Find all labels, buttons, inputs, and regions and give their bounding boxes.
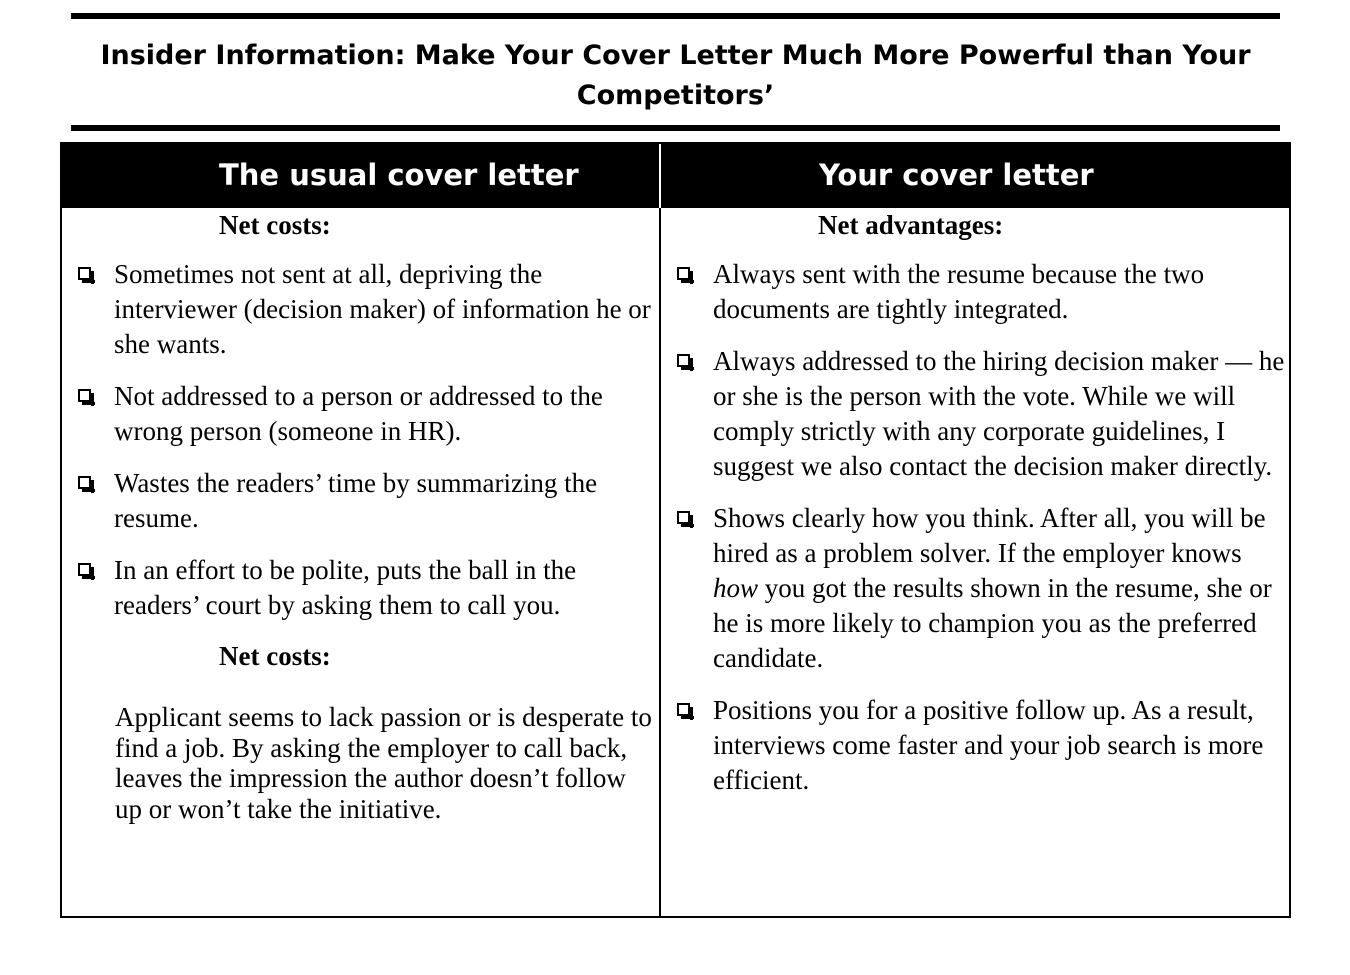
right-subheading-net-advantages: Net advantages: <box>818 210 1004 240</box>
checkbox-icon <box>677 703 690 716</box>
list-item-text: Always addressed to the hiring decision maker — he or she is the person with the vote. While we will comply strictly with any corporate guidelines, I suggest we also contact the decision maker directly. <box>713 346 1285 481</box>
checkbox-icon <box>78 563 91 576</box>
comparison-table <box>60 142 1291 918</box>
list-item-text: Always sent with the resume because the two documents are tightly integrated. <box>713 259 1205 324</box>
list-item-text: Wastes the readers’ time by summarizing the resume. <box>114 468 598 533</box>
list-item-text: Not addressed to a person or addressed to the wrong person (someone in HR). <box>114 381 603 446</box>
list-item-text: Positions you for a positive follow up. As a result, interviews come faster and your job search is more efficient. <box>713 695 1264 795</box>
left-item-list <box>75 257 660 640</box>
checkbox-icon <box>677 267 690 280</box>
list-item-text-part: you got the results shown in the resume, she or he is more likely to champion you as the preferred candidate. <box>713 573 1272 673</box>
list-item <box>674 257 1289 327</box>
title-bottom-rule <box>71 125 1280 131</box>
right-item-list <box>674 257 1289 815</box>
list-item <box>674 693 1289 798</box>
list-item <box>75 379 660 449</box>
top-rule <box>71 13 1280 19</box>
checkbox-icon <box>677 511 690 524</box>
left-column-heading: The usual cover letter <box>219 158 579 192</box>
checkbox-icon <box>78 267 91 280</box>
list-item <box>75 553 660 623</box>
list-item <box>674 344 1289 484</box>
list-item-text <box>713 503 1272 673</box>
left-subheading-net-costs: Net costs: <box>219 210 331 240</box>
left-subheading-net-costs-2: Net costs: <box>219 641 331 671</box>
list-item-text-part: Shows clearly how you think. After all, you will be hired as a problem solver. If the employer knows <box>713 503 1266 568</box>
checkbox-icon <box>78 389 91 402</box>
checkbox-icon <box>677 354 690 367</box>
checkbox-icon <box>78 476 91 489</box>
emphasis-text: how <box>713 573 759 603</box>
list-item-text: Sometimes not sent at all, depriving the interviewer (decision maker) of information he or she wants. <box>114 259 651 359</box>
header-column-divider <box>659 144 661 208</box>
list-item <box>75 257 660 362</box>
list-item <box>674 501 1289 676</box>
left-summary-paragraph: Applicant seems to lack passion or is desperate to find a job. By asking the employer to call back, leaves the impression the author doesn’t follow up or won’t take the initiative. <box>115 702 652 824</box>
right-column-heading: Your cover letter <box>819 158 1094 192</box>
list-item-text: In an effort to be polite, puts the ball in the readers’ court by asking them to call you. <box>114 555 577 620</box>
list-item <box>75 466 660 536</box>
page-title: Insider Information: Make Your Cover Letter Much More Powerful than Your Competitors’ <box>100 40 1251 111</box>
